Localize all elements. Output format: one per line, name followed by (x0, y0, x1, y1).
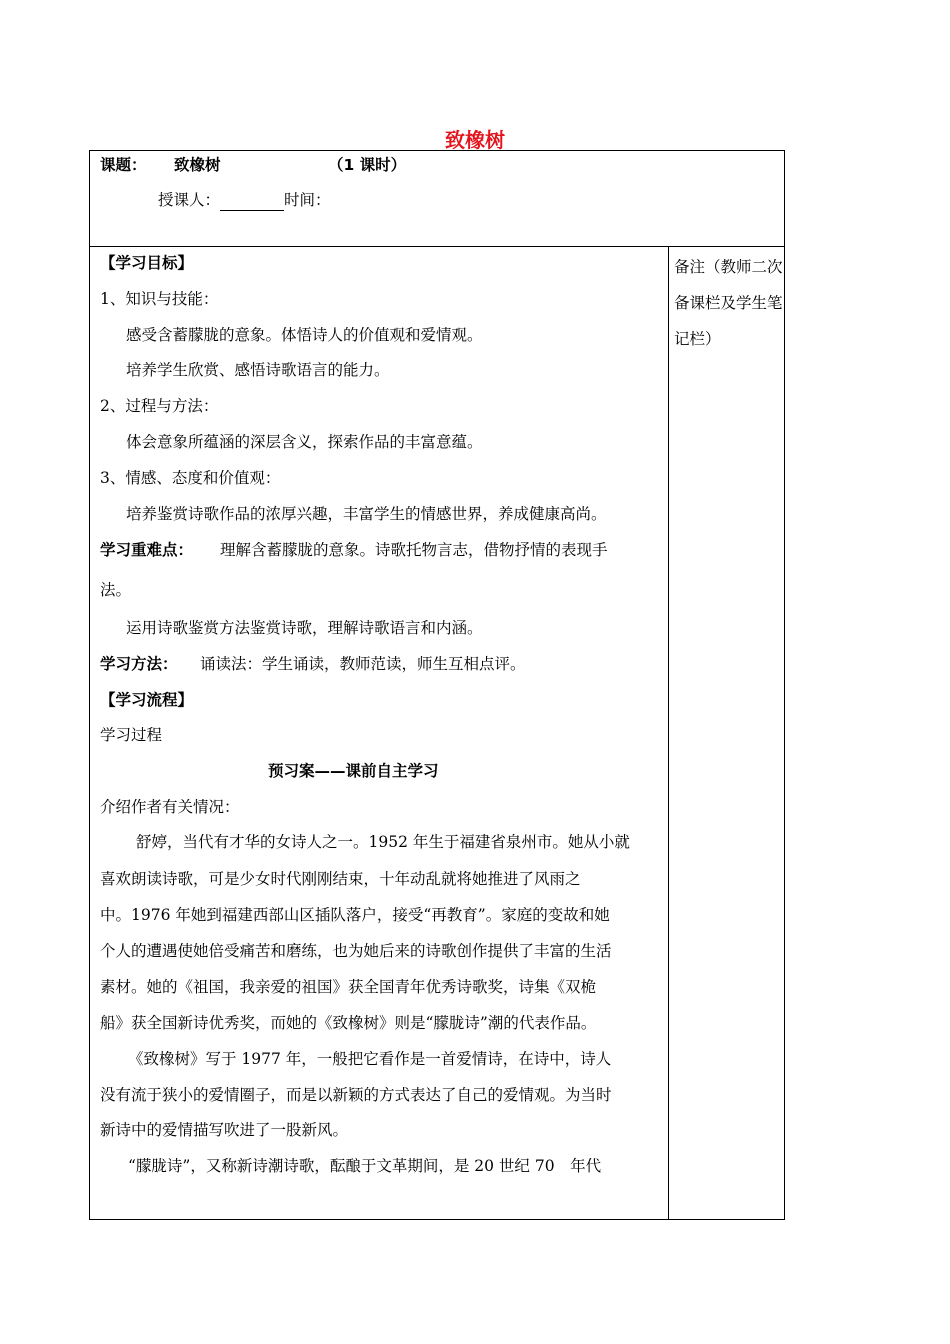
note-column: 备注（教师二次备课栏及学生笔记栏） (674, 258, 783, 348)
obj1-a: 感受含蓄朦胧的意象。体悟诗人的价值观和爱情观。 (126, 326, 483, 344)
para2-line3: 新诗中的爱情描写吹进了一股新风。 (100, 1121, 349, 1139)
teacher-blank (220, 194, 284, 211)
period-label: （1 课时） (328, 156, 407, 174)
key-text-2: 法。 (100, 581, 132, 599)
obj2-a: 体会意象所蕴涵的深层含义，探索作品的丰富意蕴。 (126, 433, 483, 451)
obj1-b: 培养学生欣赏、感悟诗歌语言的能力。 (126, 361, 390, 379)
para1-line1: 舒婷，当代有才华的女诗人之一。1952 年生于福建省泉州市。她从小就 (136, 833, 630, 851)
preview-heading: 预习案——课前自主学习 (268, 762, 439, 780)
lesson-table (89, 150, 785, 1220)
obj2-label: 2、过程与方法： (100, 397, 219, 415)
method-text: 诵读法：学生诵读，教师范读，师生互相点评。 (200, 655, 526, 673)
obj1-label: 1、知识与技能： (100, 290, 219, 308)
para1-line5: 素材。她的《祖国，我亲爱的祖国》获全国青年优秀诗歌奖，诗集《双桅 (100, 978, 597, 996)
objectives-heading: 【学习目标】 (100, 254, 194, 272)
teacher-label: 授课人： (158, 191, 221, 209)
key-label: 学习重难点： (100, 541, 194, 559)
para2-line1: 《致橡树》写于 1977 年，一般把它看作是一首爱情诗，在诗中，诗人 (128, 1050, 612, 1068)
author-intro: 介绍作者有关情况： (100, 798, 240, 816)
process-label: 学习过程 (100, 726, 163, 744)
para3-line1: “朦胧诗”，又称新诗潮诗歌，酝酿于文革期间，是 20 世纪 70 年代 (128, 1157, 602, 1175)
key-text-1: 理解含蓄朦胧的意象。诗歌托物言志，借物抒情的表现手 (220, 541, 608, 559)
obj3-a: 培养鉴赏诗歌作品的浓厚兴趣，丰富学生的情感世界，养成健康高尚。 (126, 505, 607, 523)
flow-heading: 【学习流程】 (100, 691, 194, 709)
topic-label: 课题： (100, 156, 147, 174)
para1-line2: 喜欢朗读诗歌，可是少女时代刚刚结束，十年动乱就将她推进了风雨之 (100, 870, 581, 888)
page-title: 致橡树 (445, 128, 505, 152)
table-divider-vertical (668, 246, 669, 1219)
para1-line4: 个人的遭遇使她倍受痛苦和磨练，也为她后来的诗歌创作提供了丰富的生活 (100, 942, 612, 960)
key-text-3: 运用诗歌鉴赏方法鉴赏诗歌，理解诗歌语言和内涵。 (126, 619, 483, 637)
table-divider-horizontal (90, 246, 784, 247)
teacher-line (158, 189, 331, 211)
obj3-label: 3、情感、态度和价值观： (100, 469, 281, 487)
para2-line2: 没有流于狭小的爱情圈子，而是以新颖的方式表达了自己的爱情观。为当时 (100, 1086, 612, 1104)
method-label: 学习方法： (100, 655, 178, 673)
topic-value: 致橡树 (174, 156, 221, 174)
time-label: 时间： (284, 191, 331, 209)
para1-line3: 中。1976 年她到福建西部山区插队落户，接受“再教育”。家庭的变故和她 (100, 906, 610, 924)
para1-line6: 船》获全国新诗优秀奖，而她的《致橡树》则是“朦胧诗”潮的代表作品。 (100, 1014, 597, 1032)
